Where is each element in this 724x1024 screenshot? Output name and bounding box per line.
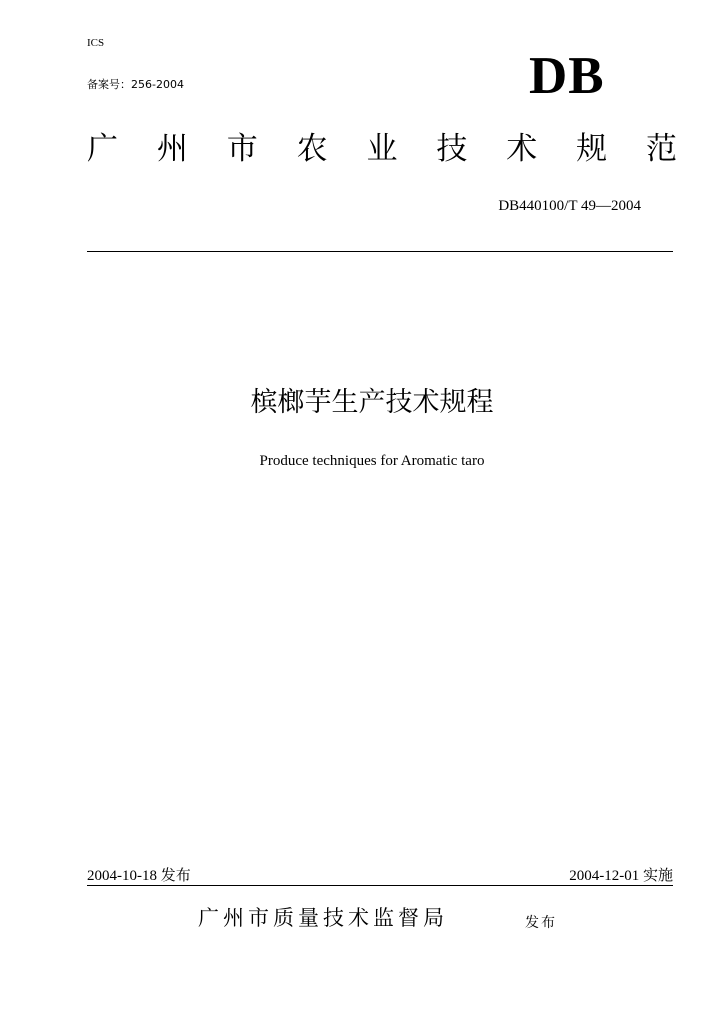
standard-type-heading	[87, 131, 677, 167]
record-number: 备案号：256-2004	[87, 78, 184, 91]
standard-type-char: 农	[296, 131, 328, 167]
implementation-date: 2004-12-01 实施	[569, 868, 673, 884]
ics-label: ICS	[87, 37, 105, 49]
db-mark: DB	[529, 47, 605, 105]
standard-type-char: 技	[436, 131, 468, 167]
standard-number: DB440100/T 49—2004	[498, 198, 641, 214]
document-title-english: Produce techniques for Aromatic taro	[259, 453, 485, 469]
standard-type-char: 广	[87, 131, 118, 167]
document-title-chinese: 槟榔芋生产技术规程	[250, 387, 494, 418]
standard-type-char: 州	[156, 131, 188, 167]
standard-type-char: 范	[646, 131, 677, 167]
standard-type-char: 规	[576, 131, 608, 167]
standard-type-char: 术	[506, 131, 538, 167]
standard-type-char: 市	[226, 131, 258, 167]
standard-type-char: 业	[366, 131, 398, 167]
header-divider	[87, 251, 673, 252]
footer-divider	[87, 885, 673, 886]
issuing-authority: 广州市质量技术监督局	[198, 906, 448, 930]
issue-date: 2004-10-18 发布	[87, 868, 191, 884]
issued-label: 发布	[525, 915, 557, 931]
